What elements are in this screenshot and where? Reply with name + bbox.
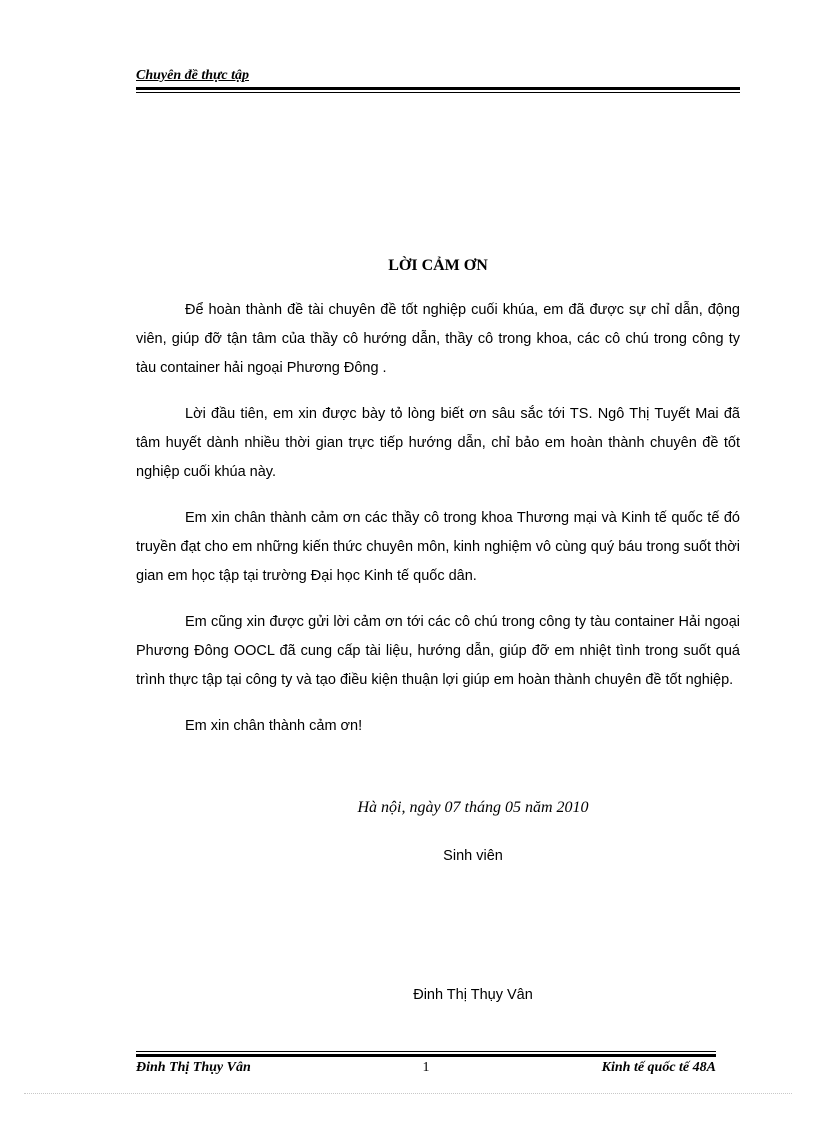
paragraph: Em xin chân thành cảm ơn các thầy cô trong khoa Thương mại và Kinh tế quốc tế đó truyền đạt cho em những kiến thức chuyên môn, kinh nghiệm vô cùng quý báu trong suốt thời gian em học tập tại trường Đại học Kinh tế quốc dân. (136, 510, 740, 584)
page-header (136, 68, 740, 93)
footer-rule-thin (136, 1051, 716, 1052)
signer-role: Sinh viên (443, 848, 503, 864)
paragraph: Để hoàn thành đề tài chuyên đề tốt nghiệp cuối khúa, em đã được sự chỉ dẫn, động viên, giúp đỡ tận tâm của thầy cô hướng dẫn, thầy cô trong khoa, các cô chú trong công ty tàu container hải ngoại Phương Đông . (136, 302, 740, 376)
footer-rule-thick (136, 1054, 716, 1057)
signer-name: Đinh Thị Thụy Vân (413, 987, 533, 1003)
page-boundary (24, 1093, 792, 1094)
header-title: Chuyên đề thực tập (136, 68, 250, 83)
paragraph: Em cũng xin được gửi lời cảm ơn tới các cô chú trong công ty tàu container Hải ngoại Phương Đông OOCL đã cung cấp tài liệu, hướng dẫn, giúp đỡ em nhiệt tình trong suốt quá trình thực tập tại công ty và tạo điều kiện thuận lợi giúp em hoàn thành chuyên đề tốt nghiệp. (136, 614, 740, 688)
footer-author: Đinh Thị Thụy Vân (136, 1060, 251, 1075)
header-rule-thin (136, 92, 740, 93)
paragraph: Lời đầu tiên, em xin được bày tỏ lòng biết ơn sâu sắc tới TS. Ngô Thị Tuyết Mai đã tâm huyết dành nhiều thời gian trực tiếp hướng dẫn, chỉ bảo em hoàn thành chuyên đề tốt nghiệp cuối khúa này. (136, 406, 740, 480)
letter-title: LỜI CẢM ƠN (388, 257, 488, 274)
page-number: 1 (422, 1060, 430, 1075)
footer-class: Kinh tế quốc tế 48A (601, 1060, 716, 1075)
footer-rules (136, 1051, 716, 1057)
header-rule-thick (136, 87, 740, 90)
closing-thanks: Em xin chân thành cảm ơn! (185, 718, 363, 734)
date-line: Hà nội, ngày 07 tháng 05 năm 2010 (357, 799, 589, 816)
letter-body (136, 296, 740, 741)
page-footer (136, 1059, 716, 1079)
